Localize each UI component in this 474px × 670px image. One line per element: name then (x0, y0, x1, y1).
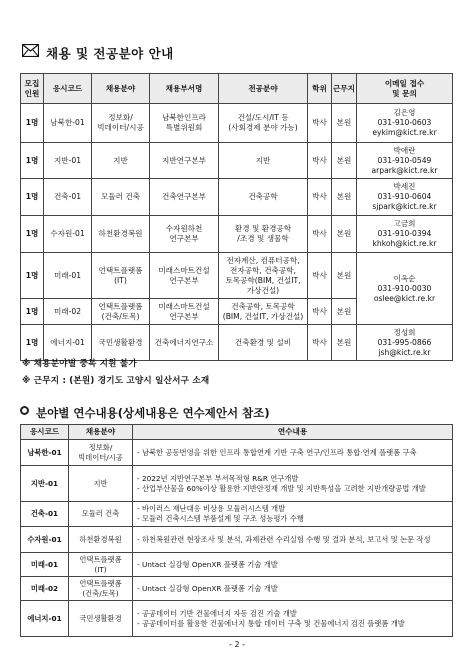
training-cell (133, 440, 453, 466)
field-cell: 언택트플랫폼 (건축/토목) (92, 299, 150, 325)
dept-cell: 남북한인프라 특별위원회 (150, 104, 219, 143)
header-field: 채용분야 (69, 425, 133, 440)
dept-cell: 지반연구본부 (150, 143, 219, 179)
code-cell: 남북한-01 (44, 104, 92, 143)
dept-cell: 건축에너지연구소 (150, 325, 219, 361)
header-field: 채용분야 (92, 74, 150, 104)
dept-cell: 건축연구본부 (150, 179, 219, 216)
training-cell (133, 502, 453, 527)
field-cell: 정보화/ 빅데이터/시공 (92, 104, 150, 143)
contact-cell: 박애란 031-910-0549 arpark@kict.re.kr (357, 143, 453, 179)
dept-cell: 미래스마트건설 연구본부 (150, 299, 219, 325)
code-cell: 수자원-01 (44, 216, 92, 253)
code-cell: 미래-01 (21, 553, 69, 577)
place-cell: 본원 (332, 299, 357, 325)
major-cell: 지반 (219, 143, 308, 179)
field-cell: 지반 (69, 466, 133, 502)
training-item: - 2022년 지반연구본부 부서목적형 R&R 연구개발 (137, 473, 299, 483)
degree-cell: 박사 (308, 253, 332, 299)
training-item: - 산업부산물을 60%이상 활용한 지반안정재 개발 및 지반특성을 고려한 지반개량공법 개발 (137, 483, 426, 493)
table-row (21, 179, 453, 216)
field-cell: 언택트플랫폼 (IT) (92, 253, 150, 299)
header-count: 모집 인원 (21, 74, 44, 104)
training-cell (133, 577, 453, 601)
field-cell: 언택트플랫폼 (IT) (69, 553, 133, 577)
table-header-row (21, 425, 453, 440)
training-item: - 남북한 공동번영을 위한 인프라 통합연계 기반 구축 연구/인프라 통합·연계 플랫폼 구축 (137, 447, 417, 457)
training-item: - Untact 실감형 OpenXR 플랫폼 기술 개발 (137, 559, 278, 569)
count-cell: 1명 (21, 143, 44, 179)
header-training: 연수내용 (133, 425, 453, 440)
field-cell: 정보화/ 빅데이터/시공 (69, 440, 133, 466)
field-cell: 하천환경복원 (69, 527, 133, 553)
header-dept: 채용부서명 (150, 74, 219, 104)
place-cell: 본원 (332, 104, 357, 143)
section2-title: 분야별 연수내용(상세내용은 연수제안서 참조) (36, 406, 270, 420)
major-cell: 환경 및 환경공학 /조경 및 생물학 (219, 216, 308, 253)
training-cell (133, 466, 453, 502)
code-cell: 지반-01 (21, 466, 69, 502)
table-row (21, 440, 453, 466)
count-cell: 1명 (21, 299, 44, 325)
contact-cell: 고금희 031-910-0394 khkoh@kict.re.kr (357, 216, 453, 253)
table-row (21, 466, 453, 502)
code-cell: 남북한-01 (21, 440, 69, 466)
training-cell (133, 553, 453, 577)
training-item: - 모듈러 건축시스템 부품설계 및 구조 성능평가 수행 (137, 514, 304, 523)
degree-cell: 박사 (308, 143, 332, 179)
section1-title: 채용 및 전공분야 안내 (46, 46, 174, 61)
code-cell: 건축-01 (21, 502, 69, 527)
contact-cell-merged: 이옥순 031-910-0030 oslee@kict.re.kr (357, 253, 453, 325)
contact-cell: 정성희 031-995-0866 jsh@kict.re.kr (357, 325, 453, 361)
table-row (21, 502, 453, 527)
contact-cell: 김은영 031-910-0603 eykim@kict.re.kr (357, 104, 453, 143)
code-cell: 미래-02 (44, 299, 92, 325)
training-item: - Untact 실감형 OpenXR 플랫폼 기술 개발 (137, 583, 278, 593)
training-item: - 공공데이터 기반 건물에너지 자동 검진 기술 개발 (137, 608, 297, 618)
major-cell: 건축환경 및 설비 (219, 325, 308, 361)
recruitment-table (20, 73, 453, 361)
code-cell: 수자원-01 (21, 527, 69, 553)
table-row (21, 104, 453, 143)
degree-cell: 박사 (308, 299, 332, 325)
degree-cell: 박사 (308, 216, 332, 253)
training-cell (133, 527, 453, 553)
circle-bullet-icon (20, 406, 29, 415)
field-cell: 모듈러 건축 (69, 502, 133, 527)
field-cell: 하천환경복원 (92, 216, 150, 253)
field-cell: 지반 (92, 143, 150, 179)
table-row (21, 143, 453, 179)
training-item: - 하천복원관련 현장조사 및 분석, 과제관련 수리실험 수행 및 결과 분석, 보고서 및 논문 작성 (137, 534, 431, 544)
code-cell: 미래-02 (21, 577, 69, 601)
header-place: 근무지 (332, 74, 357, 104)
place-cell: 본원 (332, 143, 357, 179)
table-row (21, 216, 453, 253)
table-row (21, 325, 453, 361)
count-cell: 1명 (21, 216, 44, 253)
code-cell: 건축-01 (44, 179, 92, 216)
contact-cell: 박세진 031-910-0604 sjpark@kict.re.kr (357, 179, 453, 216)
header-code: 응시코드 (21, 425, 69, 440)
training-cell (133, 601, 453, 637)
count-cell: 1명 (21, 325, 44, 361)
place-cell: 본원 (332, 253, 357, 299)
table-header-row (21, 74, 453, 104)
dept-cell: 미래스마트건설 연구본부 (150, 253, 219, 299)
degree-cell: 박사 (308, 104, 332, 143)
code-cell: 에너지-01 (44, 325, 92, 361)
place-cell: 본원 (332, 216, 357, 253)
major-cell: 건축공학, 토목공학 (BIM, 건설IT, 가상건설) (219, 299, 308, 325)
page-number: - 2 - (229, 640, 245, 649)
header-degree: 학위 (308, 74, 332, 104)
field-cell: 언택트플랫폼 (건축/토목) (69, 577, 133, 601)
training-item: - 바이러스 재난대응 비상용 모듈러시스템 개발 (137, 504, 286, 513)
table-row (21, 601, 453, 637)
training-table (20, 424, 453, 637)
field-cell: 국민생활환경 (69, 601, 133, 637)
code-cell: 에너지-01 (21, 601, 69, 637)
header-contact: 이메일 접수 및 문의 (357, 74, 453, 104)
major-cell: 건설/도시/IT 등 (사회경제 분야 가능) (219, 104, 308, 143)
table-row (21, 253, 453, 299)
major-cell: 전자계산, 컴퓨터공학, 전자공학, 건축공학, 토목공학(BIM, 건설IT, 가상건설) (219, 253, 308, 299)
degree-cell: 박사 (308, 325, 332, 361)
major-cell: 건축공학 (219, 179, 308, 216)
place-cell: 본원 (332, 179, 357, 216)
header-code: 응시코드 (44, 74, 92, 104)
degree-cell: 박사 (308, 179, 332, 216)
note-duplicate: ※ 채용분야별 중복 지원 불가 (22, 359, 137, 369)
count-cell: 1명 (21, 253, 44, 299)
training-item: - 공공데이터를 활용한 건물에너지 통합 데이터 구축 및 건물에너지 검진 플랫폼 개발 (137, 618, 405, 628)
place-cell: 본원 (332, 325, 357, 361)
table-row (21, 527, 453, 553)
table-row (21, 577, 453, 601)
code-cell: 지반-01 (44, 143, 92, 179)
dept-cell: 수자원하천 연구본부 (150, 216, 219, 253)
count-cell: 1명 (21, 104, 44, 143)
field-cell: 국민생활환경 (92, 325, 150, 361)
code-cell: 미래-01 (44, 253, 92, 299)
envelope-icon (22, 44, 39, 57)
field-cell: 모듈러 건축 (92, 179, 150, 216)
table-row (21, 553, 453, 577)
count-cell: 1명 (21, 179, 44, 216)
note-location: ※ 근무지 : (본원) 경기도 고양시 일산서구 소재 (22, 376, 210, 386)
header-major: 전공분야 (219, 74, 308, 104)
